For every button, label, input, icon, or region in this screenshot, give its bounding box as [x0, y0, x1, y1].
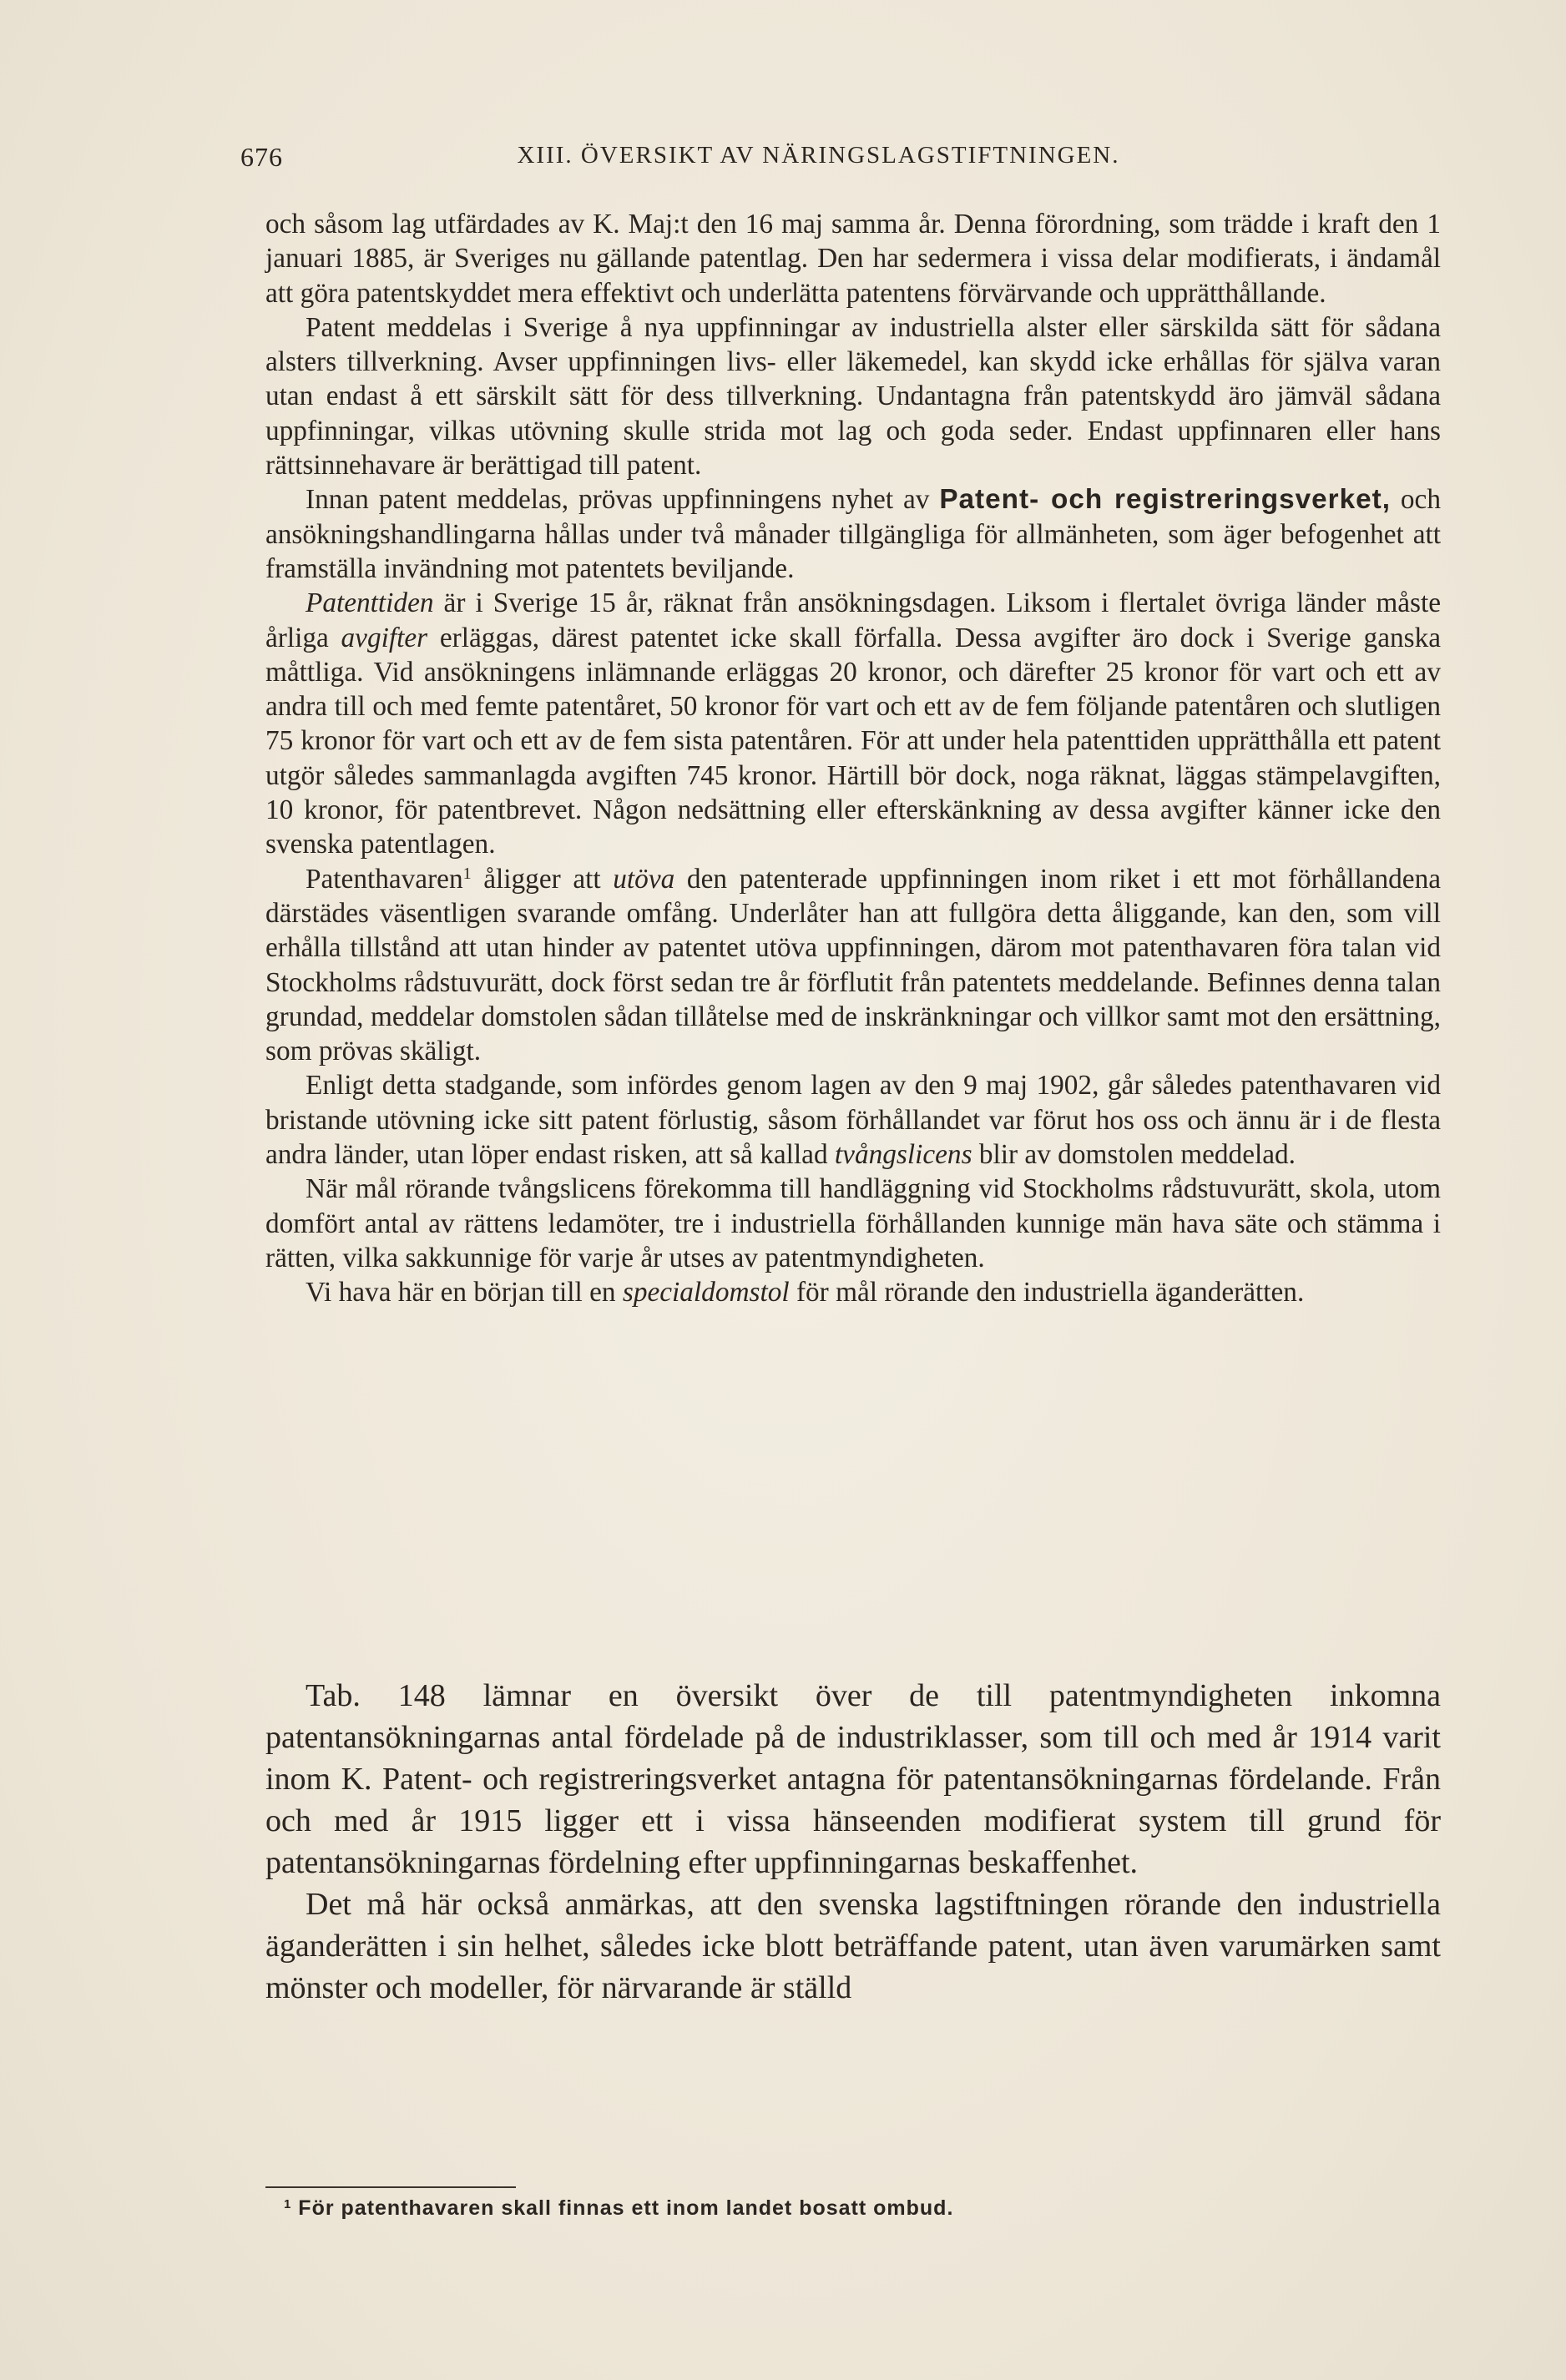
footnote-ref: 1 — [462, 864, 472, 883]
text-run: Vi hava här en början till en — [306, 1277, 623, 1308]
paragraph — [265, 1068, 1441, 1172]
page-number: 676 — [240, 142, 283, 172]
footnote-text: För patenthavaren skall finnas ett inom landet bosatt ombud. — [298, 2196, 954, 2220]
text-run: och ansökningshandlingarna hållas under två månader tillgängliga för allmänheten, som äger befogenhet att framställa invändning mot patentets beviljande. — [265, 484, 1441, 584]
paragraph — [265, 586, 1441, 861]
footnote — [284, 2196, 953, 2221]
paragraph — [265, 1275, 1441, 1309]
paragraph — [265, 482, 1441, 586]
text-run: Patenthavaren — [306, 863, 463, 895]
paragraph: Det må här också anmärkas, att den svenska lagstiftningen rörande den industriella äganderätten i sin helhet, således icke blott beträffande patent, utan även varumärken samt mönster och modeller, för närvarande är ställd — [265, 1887, 1441, 2005]
paragraph: och såsom lag utfärdades av K. Maj:t den 16 maj samma år. Denna förordning, som trädde i kraft den 1 januari 1885, är Sveriges nu gällande patentlag. Den har sedermera i vissa delar modifierats, i ändamål att göra patentskyddet mera effektivt och underlätta patentens förvärvande och upprätthållande. — [265, 209, 1441, 309]
emphasis: utöva — [613, 863, 675, 895]
text-run: åligger att — [471, 863, 614, 895]
text-run: för mål rörande den industriella äganderätten. — [789, 1277, 1305, 1308]
paragraph: När mål rörande tvångslicens förekomma till handläggning vid Stockholms rådstuvurätt, skola, utom domfört antal av rättens ledamöter, tre i industriella förhållanden kunnige män hava säte och stämma i rätten, vilka sakkunnige för varje år utses av patentmyndigheten. — [265, 1173, 1441, 1273]
page-header — [240, 142, 1397, 179]
text-run: Enligt detta stadgande, som infördes genom lagen av den 9 maj 1902, går således patenthavaren vid bristande utövning icke sitt patent förlustig, såsom förhållandet var förut hos oss och ännu är i de flesta andra länder, utan löper endast risken, att så kallad — [265, 1070, 1441, 1171]
text-run: är i Sverige 15 år, räknat från ansökningsdagen. Liksom i flertalet övriga länder måste årliga — [265, 587, 1441, 653]
running-head: XIII. ÖVERSIKT AV NÄRINGSLAGSTIFTNINGEN. — [517, 142, 1120, 169]
paragraph: Tab. 148 lämnar en översikt över de till patentmyndigheten inkomna patentansökningarnas antal fördelade på de industriklasser, som till och med år 1914 varit inom K. Patent- och registreringsverket antagna för patentansökningarnas fördelande. Från och med år 1915 ligger ett i vissa hänseenden modifierat system till grund för patentansökningarnas fördelning efter uppfinningarnas beskaffenhet. — [265, 1678, 1441, 1880]
text-run: Innan patent meddelas, prövas uppfinningens nyhet av — [306, 484, 940, 516]
paragraph: Patent meddelas i Sverige å nya uppfinningar av industriella alster eller särskilda sätt för sådana alsters tillverkning. Avser uppfinningen livs- eller läkemedel, kan skydd icke erhållas för själva varan utan endast å ett särskilt sätt för dess tillverkning. Undantagna från patentskydd äro jämväl sådana uppfinningar, vilkas utövning skulle strida mot lag och goda seder. Endast uppfinnaren eller hans rättsinnehavare är berättigad till patent. — [265, 311, 1441, 482]
text-run: erläggas, därest patentet icke skall förfalla. Dessa avgifter äro dock i Sverige ganska måttliga. Vid ansökningens inlämnande erläggas 20 kronor, och därefter 25 kronor för vart och ett av andra till och med femte patentåret, 50 kronor för vart och ett av de fem följande patentåren och slutligen 75 kronor för vart och ett av de fem sista patentåren. För att under hela patenttiden upprätthålla ett patent utgör således sammanlagda avgiften 745 kronor. Härtill bör dock, noga räknat, läggas stämpelavgiften, 10 kronor, för patentbrevet. Någon nedsättning eller efterskänkning av dessa avgifter känner icke den svenska patentlagen. — [265, 622, 1442, 860]
emphasis: avgifter — [341, 622, 428, 653]
emphasis: Patenttiden — [306, 587, 434, 619]
text-run: den patenterade uppfinningen inom riket i ett mot förhållandena därstädes väsentligen svarande omfång. Underlåter han att fullgöra detta åliggande, kan den, som vill erhålla tillstånd att utan hinder av patentet utöva uppfinningen, därom mot patenthavaren föra talan vid Stockholms rådstuvurätt, dock först sedan tre år förflutit från patentets meddelande. Befinnes denna talan grundad, meddelar domstolen sådan tillåtelse med de inskränkningar och villkor samt mot den ersättning, som prövas skäligt. — [265, 863, 1442, 1067]
footnote-marker: 1 — [284, 2196, 292, 2211]
text-run: blir av domstolen meddelad. — [972, 1139, 1296, 1171]
emphasis: tvångslicens — [834, 1139, 972, 1171]
large-text — [265, 1675, 1441, 2009]
agency-name: Patent- och registreringsverket, — [939, 484, 1391, 516]
main-text — [265, 207, 1441, 1310]
paragraph — [265, 862, 1441, 1069]
emphasis: specialdomstol — [622, 1277, 790, 1308]
footnote-separator — [265, 2186, 516, 2188]
